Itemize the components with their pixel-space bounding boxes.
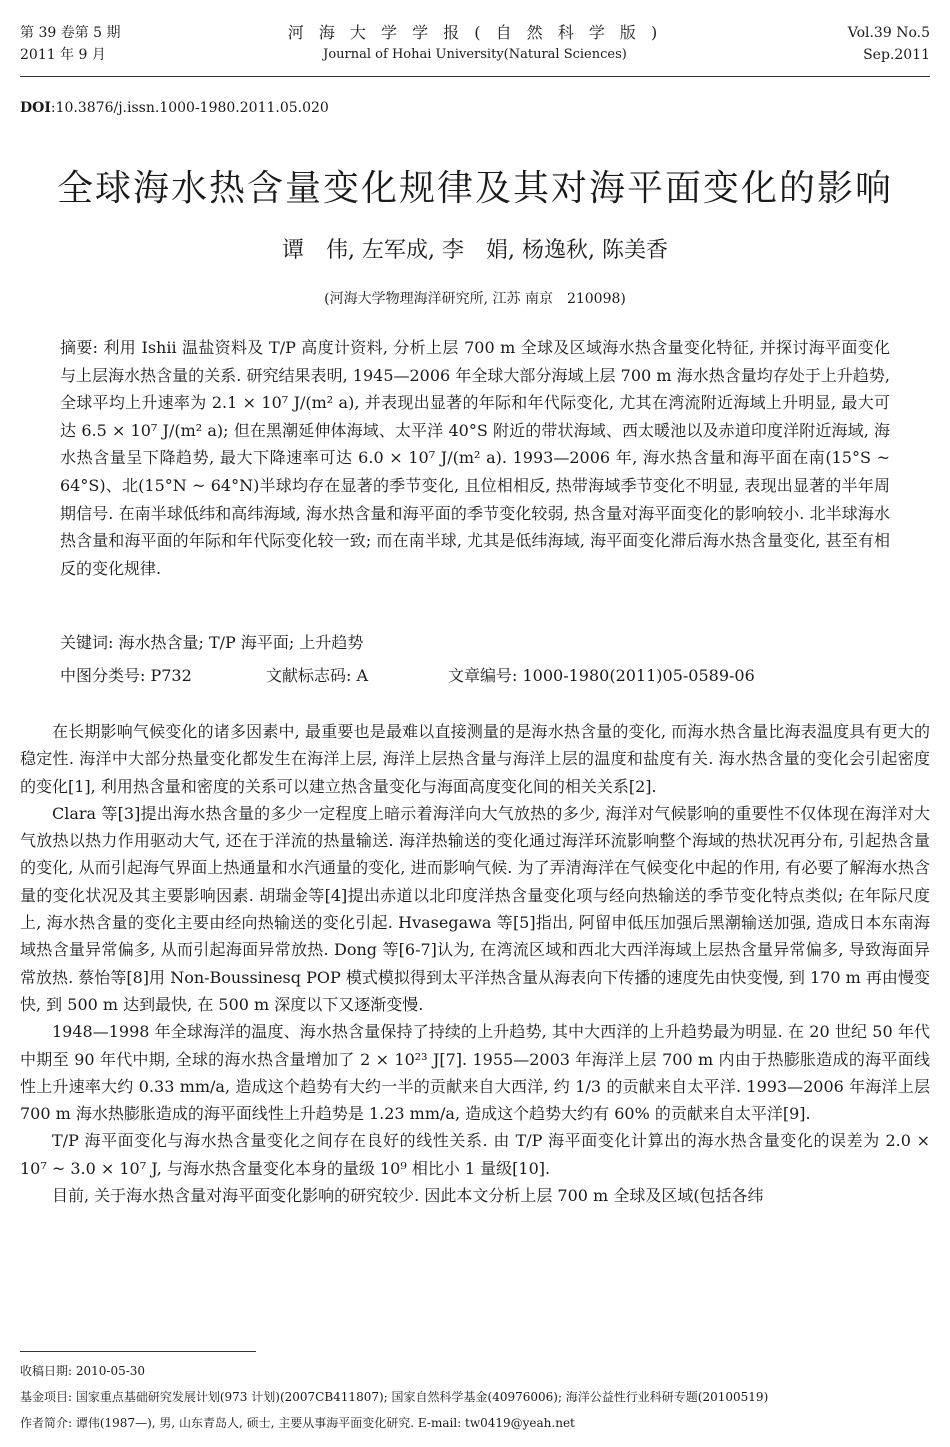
header-right <box>848 22 930 66</box>
body-text <box>20 718 930 1209</box>
classification-line <box>60 662 890 689</box>
abstract <box>60 334 890 582</box>
body-paragraph-4: T/P 海平面变化与海水热含量变化之间存在良好的线性关系. 由 T/P 海平面变化计算出的海水热含量变化的误差为 2.0 × 10⁷ ~ 3.0 × 10⁷ J, 与海水热含量变化本身的量级 10⁹ 相比小 1 量级[10]. <box>20 1131 930 1178</box>
doi-label: DOI <box>20 100 51 116</box>
body-paragraph-1: 在长期影响气候变化的诸多因素中, 最重要也是最难以直接测量的是海水热含量的变化, 而海水热含量比海表温度具有更大的稳定性. 海洋中大部分热量变化都发生在海洋上层, 海洋上层热含量与海洋上层的温度和盐度有关. 海水热含量的变化会引起密度的变化[1], 利用热含量和密度的关系可以建立热含量变化与海面高度变化间的相关关系[2]. <box>20 722 930 796</box>
document-code: 文献标志码: A <box>266 666 369 685</box>
abstract-text: 利用 Ishii 温盐资料及 T/P 高度计资料, 分析上层 700 m 全球及区域海水热含量变化特征, 并探讨海平面变化与上层海水热含量的关系. 研究结果表明, 1945—2006 年全球大部分海域上层 700 m 海水热含量均存处于上升趋势, 全球平均上升速率为 2.1 × 10⁷ J/(m² a), 并表现出显著的年际和年代际变化, 尤其在湾流附近海域上升明显, 最大可达 6.5 × 10⁷ J/(m² a); 但在黑潮延伸体海域、太平洋 40°S 附近的带状海域、西太暖池以及赤道印度洋附近海域, 海水热含量呈下降趋势, 最大下降速率可达 6.0 × 10⁷ J/(m² a). 1993—2006 年, 海水热含量和海平面在南(15°S ~ 64°S)、北(15°N ~ 64°N)半球均存在显著的季节变化, 且位相相反, 热带海域季节变化不明显, 表现出显著的半年周期信号. 在南半球低纬和高纬海域, 海水热含量和海平面的季节变化较弱, 热含量对海平面变化的影响较小. 北半球海水热含量和海平面的年际和年代际变化较一致; 而在南半球, 尤其是低纬海域, 海平面变化滞后海水热含量变化, 甚至有相反的变化规律. <box>60 338 890 578</box>
author-list: 谭 伟, 左军成, 李 娟, 杨逸秋, 陈美香 <box>282 238 668 263</box>
keywords-label: 关键词: <box>60 633 114 652</box>
header-rule <box>20 76 930 77</box>
footnotes <box>20 1358 930 1436</box>
received-date: 收稿日期: 2010-05-30 <box>20 1364 146 1378</box>
doi-line <box>20 100 329 116</box>
journal-name-en: Journal of Hohai University(Natural Sciences) <box>323 47 627 62</box>
author-bio: 作者简介: 谭伟(1987—), 男, 山东青岛人, 硕士, 主要从事海平面变化研究. E-mail: tw0419@yeah.net <box>20 1416 575 1430</box>
paper-title: 全球海水热含量变化规律及其对海平面变化的影响 <box>56 168 893 209</box>
affiliation: (河海大学物理海洋研究所, 江苏 南京 210098) <box>324 291 626 307</box>
date-cn: 2011 年 9 月 <box>20 47 106 63</box>
clc-number: 中图分类号: P732 <box>60 666 192 685</box>
journal-name-cn: 河 海 大 学 学 报 ( 自 然 科 学 版 ) <box>287 23 663 42</box>
keywords-text: 海水热含量; T/P 海平面; 上升趋势 <box>113 633 364 652</box>
doi-value: :10.3876/j.issn.1000-1980.2011.05.020 <box>50 100 329 116</box>
body-paragraph-3: 1948—1998 年全球海洋的温度、海水热含量保持了持续的上升趋势, 其中大西洋的上升趋势最为明显. 在 20 世纪 50 年代中期至 90 年代中期, 全球的海水热含量增加了 2 × 10²³ J[7]. 1955—2003 年海洋上层 700 m 内由于热膨胀造成的海平面线性上升速率大约 0.33 mm/a, 造成这个趋势有大约一半的贡献来自大西洋, 约 1/3 的贡献来自太平洋. 1993—2006 年海洋上层 700 m 海水热膨胀造成的海平面线性上升趋势是 1.23 mm/a, 造成这个趋势大约有 60% 的贡献来自太平洋[9]. <box>20 1022 930 1124</box>
date-en: Sep.2011 <box>863 47 930 63</box>
body-paragraph-2: Clara 等[3]提出海水热含量的多少一定程度上暗示着海洋向大气放热的多少, 海洋对气候影响的重要性不仅体现在海洋对大气放热以热力作用驱动大气, 还在于洋流的热量输送. 海洋热输送的变化通过海洋环流影响整个海域的热状况再分布, 引起热含量的变化, 从而引起海气界面上热通量和水汽通量的变化, 进而影响气候. 为了弄清海洋在气候变化中起的作用, 有必要了解海水热含量的变化状况及其主要影响因素. 胡瑞金等[4]提出赤道以北印度洋热含量变化项与经向热输送的季节变化特点类似; 在年际尺度上, 海水热含量的变化主要由经向热输送的变化引起. Hvasegawa 等[5]指出, 阿留申低压加强后黑潮输送加强, 造成日本东南海域热含量异常偏多, 从而引起海面异常放热. Dong 等[6-7]认为, 在湾流区域和西北大西洋海域上层热含量异常偏多, 导致海面异常放热. 蔡怡等[8]用 Non-Boussinesq POP 模式模拟得到太平洋热含量从海表向下传播的速度先由快变慢, 到 170 m 再由慢变快, 到 500 m 达到最快, 在 500 m 深度以下又逐渐变慢. <box>20 803 930 1014</box>
body-paragraph-5: 目前, 关于海水热含量对海平面变化影响的研究较少. 因此本文分析上层 700 m 全球及区域(包括各纬 <box>52 1186 764 1206</box>
volume-issue-cn: 第 39 卷第 5 期 <box>20 25 121 41</box>
volume-issue-en: Vol.39 No.5 <box>847 25 930 41</box>
article-number: 文章编号: 1000-1980(2011)05-0589-06 <box>448 666 755 685</box>
fund-info: 基金项目: 国家重点基础研究发展计划(973 计划)(2007CB411807); 国家自然科学基金(40976006); 海洋公益性行业科研专题(20100519) <box>20 1390 769 1404</box>
footnote-rule <box>20 1351 256 1352</box>
keywords <box>60 629 890 656</box>
header-center <box>20 22 930 66</box>
running-header <box>20 22 930 72</box>
abstract-label: 摘要: <box>60 338 99 357</box>
